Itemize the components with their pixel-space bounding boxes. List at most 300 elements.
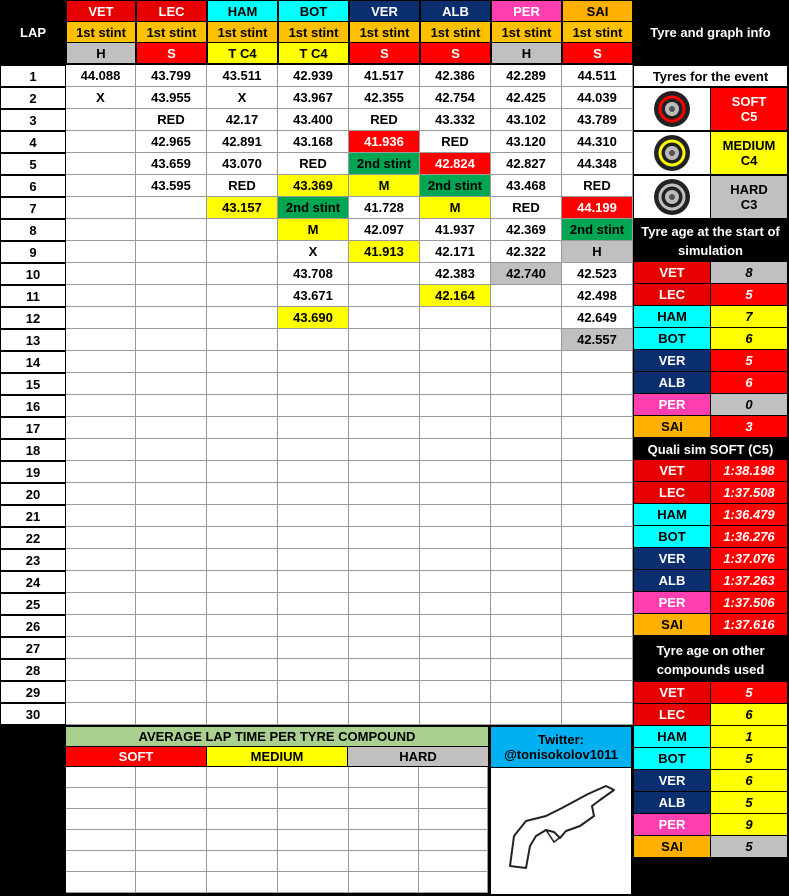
lap-time-cell	[66, 263, 136, 285]
lap-time-cell	[420, 329, 491, 351]
lap-number: 28	[1, 660, 65, 680]
twitter-label: Twitter:	[538, 732, 584, 747]
lap-time-cell	[207, 417, 278, 439]
lap-time-cell	[207, 505, 278, 527]
lap-time-cell: M	[349, 175, 420, 197]
lap-time-cell	[491, 439, 562, 461]
info-value: 1:38.198	[711, 460, 787, 481]
lap-time-cell: 42.322	[491, 241, 562, 263]
lap-time-cell	[562, 395, 633, 417]
stint-label-ham: 1st stint	[208, 22, 277, 42]
driver-tag-bot: BOT	[634, 328, 710, 349]
lap-time-cell	[491, 527, 562, 549]
info-value: 3	[711, 416, 787, 437]
lap-time-cell: RED	[420, 131, 491, 153]
lap-time-cell: X	[66, 87, 136, 109]
lap-time-cell	[136, 417, 207, 439]
lap-time-cell: RED	[207, 175, 278, 197]
compound-name: HARD	[730, 182, 768, 197]
lap-number: 18	[1, 440, 65, 460]
lap-time-cell: 43.659	[136, 153, 207, 175]
lap-time-cell	[349, 571, 420, 593]
driver-tag-lec: LEC	[634, 284, 710, 305]
lap-time-cell	[278, 461, 349, 483]
lap-time-cell: 44.088	[66, 65, 136, 87]
lap-time-cell	[491, 461, 562, 483]
lap-number: 14	[1, 352, 65, 372]
lap-time-cell	[349, 351, 420, 373]
lap-time-cell	[66, 307, 136, 329]
lap-time-cell	[562, 439, 633, 461]
avg-empty-cell	[136, 830, 207, 851]
stint-label-alb: 1st stint	[421, 22, 490, 42]
lap-number: 13	[1, 330, 65, 350]
lap-time-cell	[562, 571, 633, 593]
info-value: 5	[711, 284, 787, 305]
lap-time-cell	[491, 505, 562, 527]
lap-time-cell: 43.332	[420, 109, 491, 131]
lap-time-cell	[66, 593, 136, 615]
lap-time-cell	[349, 615, 420, 637]
lap-time-cell	[66, 153, 136, 175]
lap-time-cell	[349, 395, 420, 417]
lap-time-cell	[278, 417, 349, 439]
lap-time-cell	[66, 395, 136, 417]
lap-time-cell	[66, 241, 136, 263]
avg-empty-cell	[66, 788, 136, 809]
lap-time-cell: 42.383	[420, 263, 491, 285]
info-value: 0	[711, 394, 787, 415]
stint-label-ver: 1st stint	[350, 22, 419, 42]
lap-time-cell	[349, 329, 420, 351]
lap-number: 22	[1, 528, 65, 548]
start-tyre-per: H	[492, 43, 561, 63]
start-tyre-lec: S	[137, 43, 206, 63]
lap-time-cell	[207, 593, 278, 615]
info-panel-title: Tyre and graph info	[634, 1, 787, 64]
driver-tag-alb: ALB	[634, 372, 710, 393]
quali-sim-title: Quali sim SOFT (C5)	[634, 438, 787, 460]
lap-time-cell	[136, 681, 207, 703]
lap-time-cell: 42.891	[207, 131, 278, 153]
lap-time-cell	[136, 329, 207, 351]
lap-time-cell: 42.965	[136, 131, 207, 153]
lap-time-cell	[136, 395, 207, 417]
lap-time-cell	[207, 307, 278, 329]
lap-time-cell: 42.386	[420, 65, 491, 87]
lap-time-cell: 43.102	[491, 109, 562, 131]
info-value: 6	[711, 704, 787, 725]
info-value: 1	[711, 726, 787, 747]
lap-number: 1	[1, 66, 65, 86]
lap-time-cell	[207, 439, 278, 461]
stint-label-bot: 1st stint	[279, 22, 348, 42]
lap-time-cell	[278, 483, 349, 505]
avg-empty-cell	[136, 788, 207, 809]
lap-time-cell	[278, 505, 349, 527]
lap-number: 3	[1, 110, 65, 130]
start-tyre-ham: T C4	[208, 43, 277, 63]
lap-time-cell	[66, 681, 136, 703]
info-value: 5	[711, 836, 787, 857]
lap-time-cell	[136, 527, 207, 549]
lap-time-cell	[207, 285, 278, 307]
lap-time-cell	[66, 659, 136, 681]
avg-empty-cell	[349, 872, 419, 893]
info-value: 5	[711, 350, 787, 371]
lap-number: 20	[1, 484, 65, 504]
lap-time-cell: 43.595	[136, 175, 207, 197]
lap-time-cell	[278, 439, 349, 461]
stint-label-lec: 1st stint	[137, 22, 206, 42]
lap-number: 7	[1, 198, 65, 218]
lap-time-cell	[491, 417, 562, 439]
lap-time-cell	[420, 703, 491, 725]
compound-code: C4	[740, 153, 758, 168]
lap-time-cell	[420, 373, 491, 395]
lap-time-cell	[420, 439, 491, 461]
lap-time-cell	[562, 549, 633, 571]
info-value: 1:37.616	[711, 614, 787, 635]
lap-number: 24	[1, 572, 65, 592]
driver-header-vet: VET	[67, 1, 135, 21]
lap-time-cell: 41.937	[420, 219, 491, 241]
compound-name: MEDIUM	[722, 138, 776, 153]
start-tyre-sai: S	[563, 43, 632, 63]
lap-time-cell: 42.740	[491, 263, 562, 285]
compound-code: C3	[740, 197, 758, 212]
info-value: 1:37.506	[711, 592, 787, 613]
avg-empty-cell	[349, 830, 419, 851]
lap-time-cell	[207, 461, 278, 483]
driver-tag-ver: VER	[634, 350, 710, 371]
lap-time-cell	[278, 395, 349, 417]
lap-time-cell: RED	[562, 175, 633, 197]
lap-number: 27	[1, 638, 65, 658]
info-value: 8	[711, 262, 787, 283]
lap-time-cell	[349, 461, 420, 483]
lap-time-cell	[491, 659, 562, 681]
lap-time-cell	[491, 395, 562, 417]
lap-time-cell	[207, 615, 278, 637]
lap-time-cell	[278, 681, 349, 703]
info-value: 1:36.276	[711, 526, 787, 547]
lap-time-cell	[562, 593, 633, 615]
lap-time-cell: M	[420, 197, 491, 219]
driver-header-bot: BOT	[279, 1, 348, 21]
driver-tag-vet: VET	[634, 460, 710, 481]
lap-time-cell	[491, 637, 562, 659]
driver-tag-sai: SAI	[634, 614, 710, 635]
lap-number: 8	[1, 220, 65, 240]
lap-time-cell	[420, 527, 491, 549]
lap-time-cell	[420, 483, 491, 505]
lap-time-cell	[136, 351, 207, 373]
lap-time-cell	[207, 241, 278, 263]
lap-time-cell: RED	[136, 109, 207, 131]
lap-time-cell	[420, 593, 491, 615]
driver-tag-per: PER	[634, 592, 710, 613]
lap-time-cell	[207, 219, 278, 241]
lap-time-cell: 43.157	[207, 197, 278, 219]
info-value: 5	[711, 682, 787, 703]
lap-time-cell	[66, 483, 136, 505]
lap-time-cell	[207, 571, 278, 593]
lap-time-cell	[207, 527, 278, 549]
lap-time-cell	[207, 329, 278, 351]
lap-time-cell	[420, 351, 491, 373]
lap-time-cell	[136, 593, 207, 615]
driver-tag-sai: SAI	[634, 416, 710, 437]
lap-time-cell	[349, 285, 420, 307]
avg-empty-cell	[66, 830, 136, 851]
info-value: 1:37.508	[711, 482, 787, 503]
lap-time-cell: RED	[349, 109, 420, 131]
lap-time-cell	[136, 241, 207, 263]
lap-number: 17	[1, 418, 65, 438]
lap-time-cell: 43.511	[207, 65, 278, 87]
lap-time-cell	[562, 505, 633, 527]
lap-time-cell	[562, 483, 633, 505]
compound-medium	[711, 132, 787, 174]
avg-empty-cell	[136, 767, 207, 788]
avg-empty-cell	[419, 851, 488, 872]
lap-time-cell	[420, 549, 491, 571]
lap-time-cell	[66, 197, 136, 219]
lap-time-cell	[136, 483, 207, 505]
lap-time-cell	[349, 505, 420, 527]
lap-time-cell	[278, 703, 349, 725]
lap-time-cell	[349, 637, 420, 659]
lap-time-cell	[491, 373, 562, 395]
info-value: 5	[711, 792, 787, 813]
lap-time-cell: 42.171	[420, 241, 491, 263]
lap-time-cell: 42.097	[349, 219, 420, 241]
info-value: 5	[711, 748, 787, 769]
avg-empty-cell	[207, 872, 278, 893]
lap-time-cell: 43.369	[278, 175, 349, 197]
lap-time-cell	[207, 395, 278, 417]
lap-time-cell: 42.649	[562, 307, 633, 329]
lap-time-cell	[136, 659, 207, 681]
lap-time-cell	[136, 461, 207, 483]
lap-time-cell: 44.199	[562, 197, 633, 219]
lap-time-cell	[349, 593, 420, 615]
avg-empty-cell	[207, 788, 278, 809]
lap-time-cell	[349, 659, 420, 681]
lap-time-cell	[349, 373, 420, 395]
info-value: 9	[711, 814, 787, 835]
lap-time-cell: 42.355	[349, 87, 420, 109]
lap-time-cell: X	[207, 87, 278, 109]
lap-time-cell: M	[278, 219, 349, 241]
lap-time-cell: 42.17	[207, 109, 278, 131]
lap-time-cell: 43.400	[278, 109, 349, 131]
lap-time-cell: 42.164	[420, 285, 491, 307]
avg-lap-title: AVERAGE LAP TIME PER TYRE COMPOUND	[66, 727, 488, 746]
compound-hard	[711, 176, 787, 218]
lap-time-cell	[207, 681, 278, 703]
lap-time-cell	[278, 351, 349, 373]
lap-time-cell	[136, 373, 207, 395]
lap-time-cell	[66, 175, 136, 197]
compound-code: C5	[740, 109, 758, 124]
lap-time-cell	[420, 417, 491, 439]
lap-time-cell: 43.955	[136, 87, 207, 109]
lap-time-cell	[562, 527, 633, 549]
lap-time-cell	[278, 593, 349, 615]
lap-time-cell: 42.557	[562, 329, 633, 351]
lap-time-cell	[136, 549, 207, 571]
lap-time-cell	[349, 681, 420, 703]
lap-time-cell: 43.120	[491, 131, 562, 153]
avg-empty-cell	[278, 767, 349, 788]
avg-soft-header: SOFT	[66, 747, 206, 766]
info-value: 1:37.263	[711, 570, 787, 591]
lap-time-cell	[491, 285, 562, 307]
lap-number: 25	[1, 594, 65, 614]
lap-time-cell	[66, 703, 136, 725]
avg-empty-cell	[66, 851, 136, 872]
lap-time-cell	[420, 505, 491, 527]
lap-time-cell	[278, 329, 349, 351]
lap-time-cell	[349, 439, 420, 461]
avg-empty-cell	[349, 767, 419, 788]
avg-empty-cell	[278, 830, 349, 851]
lap-time-cell: 2nd stint	[278, 197, 349, 219]
lap-time-cell	[136, 571, 207, 593]
lap-time-cell	[349, 527, 420, 549]
avg-empty-cell	[66, 767, 136, 788]
lap-time-cell: 42.827	[491, 153, 562, 175]
stint-label-vet: 1st stint	[67, 22, 135, 42]
driver-tag-alb: ALB	[634, 570, 710, 591]
lap-time-cell	[420, 659, 491, 681]
avg-empty-cell	[136, 872, 207, 893]
lap-time-cell	[207, 659, 278, 681]
lap-number: 21	[1, 506, 65, 526]
lap-time-cell: H	[562, 241, 633, 263]
medium-tyre-icon	[634, 132, 710, 174]
avg-empty-cell	[349, 809, 419, 830]
lap-time-cell	[278, 659, 349, 681]
avg-empty-cell	[349, 788, 419, 809]
lap-time-cell	[420, 461, 491, 483]
driver-tag-sai: SAI	[634, 836, 710, 857]
avg-empty-cell	[278, 872, 349, 893]
soft-tyre-icon	[634, 88, 710, 130]
lap-time-cell	[66, 329, 136, 351]
stint-label-sai: 1st stint	[563, 22, 632, 42]
lap-time-cell	[136, 307, 207, 329]
lap-time-cell: 42.289	[491, 65, 562, 87]
lap-number: 16	[1, 396, 65, 416]
lap-time-cell	[562, 461, 633, 483]
lap-time-cell: 43.468	[491, 175, 562, 197]
lap-time-cell: 44.310	[562, 131, 633, 153]
lap-time-cell: 43.168	[278, 131, 349, 153]
lap-number: 23	[1, 550, 65, 570]
lap-time-cell: 42.939	[278, 65, 349, 87]
avg-empty-cell	[66, 809, 136, 830]
lap-time-cell	[491, 307, 562, 329]
lap-time-cell	[207, 263, 278, 285]
compound-soft	[711, 88, 787, 130]
lap-time-cell	[278, 527, 349, 549]
lap-time-cell	[278, 637, 349, 659]
driver-tag-vet: VET	[634, 262, 710, 283]
driver-header-lec: LEC	[137, 1, 206, 21]
lap-time-cell	[136, 197, 207, 219]
lap-time-cell	[562, 417, 633, 439]
driver-tag-alb: ALB	[634, 792, 710, 813]
lap-time-cell: 42.523	[562, 263, 633, 285]
lap-number: 11	[1, 286, 65, 306]
hard-tyre-icon	[634, 176, 710, 218]
lap-time-cell	[66, 505, 136, 527]
info-value: 7	[711, 306, 787, 327]
lap-time-cell: 43.789	[562, 109, 633, 131]
lap-time-cell	[207, 373, 278, 395]
lap-time-cell	[66, 461, 136, 483]
lap-time-cell	[491, 483, 562, 505]
avg-empty-cell	[278, 788, 349, 809]
tyre-age-title: Tyre age at the start of simulation	[634, 220, 787, 262]
lap-time-cell	[349, 263, 420, 285]
avg-empty-cell	[207, 767, 278, 788]
lap-time-cell	[491, 571, 562, 593]
driver-tag-bot: BOT	[634, 748, 710, 769]
info-value: 6	[711, 770, 787, 791]
lap-time-cell	[66, 131, 136, 153]
lap-time-cell	[136, 219, 207, 241]
driver-tag-ham: HAM	[634, 726, 710, 747]
lap-time-cell	[136, 637, 207, 659]
avg-empty-cell	[419, 767, 488, 788]
lap-time-cell: 43.708	[278, 263, 349, 285]
driver-tag-per: PER	[634, 394, 710, 415]
lap-time-cell: X	[278, 241, 349, 263]
avg-empty-cell	[419, 830, 488, 851]
lap-time-cell	[66, 527, 136, 549]
lap-time-cell: 2nd stint	[420, 175, 491, 197]
lap-time-cell	[491, 549, 562, 571]
start-tyre-ver: S	[350, 43, 419, 63]
lap-time-cell: 44.511	[562, 65, 633, 87]
driver-header-per: PER	[492, 1, 561, 21]
driver-tag-per: PER	[634, 814, 710, 835]
lap-time-cell	[562, 659, 633, 681]
tyres-event-title: Tyres for the event	[634, 66, 787, 86]
lap-time-cell	[420, 637, 491, 659]
lap-time-cell	[420, 571, 491, 593]
lap-time-cell	[562, 615, 633, 637]
lap-time-cell	[349, 483, 420, 505]
lap-time-cell	[420, 681, 491, 703]
lap-time-cell: 43.690	[278, 307, 349, 329]
avg-empty-cell	[349, 851, 419, 872]
lap-time-cell	[207, 703, 278, 725]
avg-empty-cell	[419, 809, 488, 830]
lap-time-cell	[66, 219, 136, 241]
lap-time-cell: 41.517	[349, 65, 420, 87]
lap-time-cell	[66, 439, 136, 461]
info-value: 1:37.076	[711, 548, 787, 569]
lap-time-cell	[491, 703, 562, 725]
lap-time-cell	[562, 373, 633, 395]
lap-time-cell	[278, 571, 349, 593]
lap-time-cell	[562, 637, 633, 659]
